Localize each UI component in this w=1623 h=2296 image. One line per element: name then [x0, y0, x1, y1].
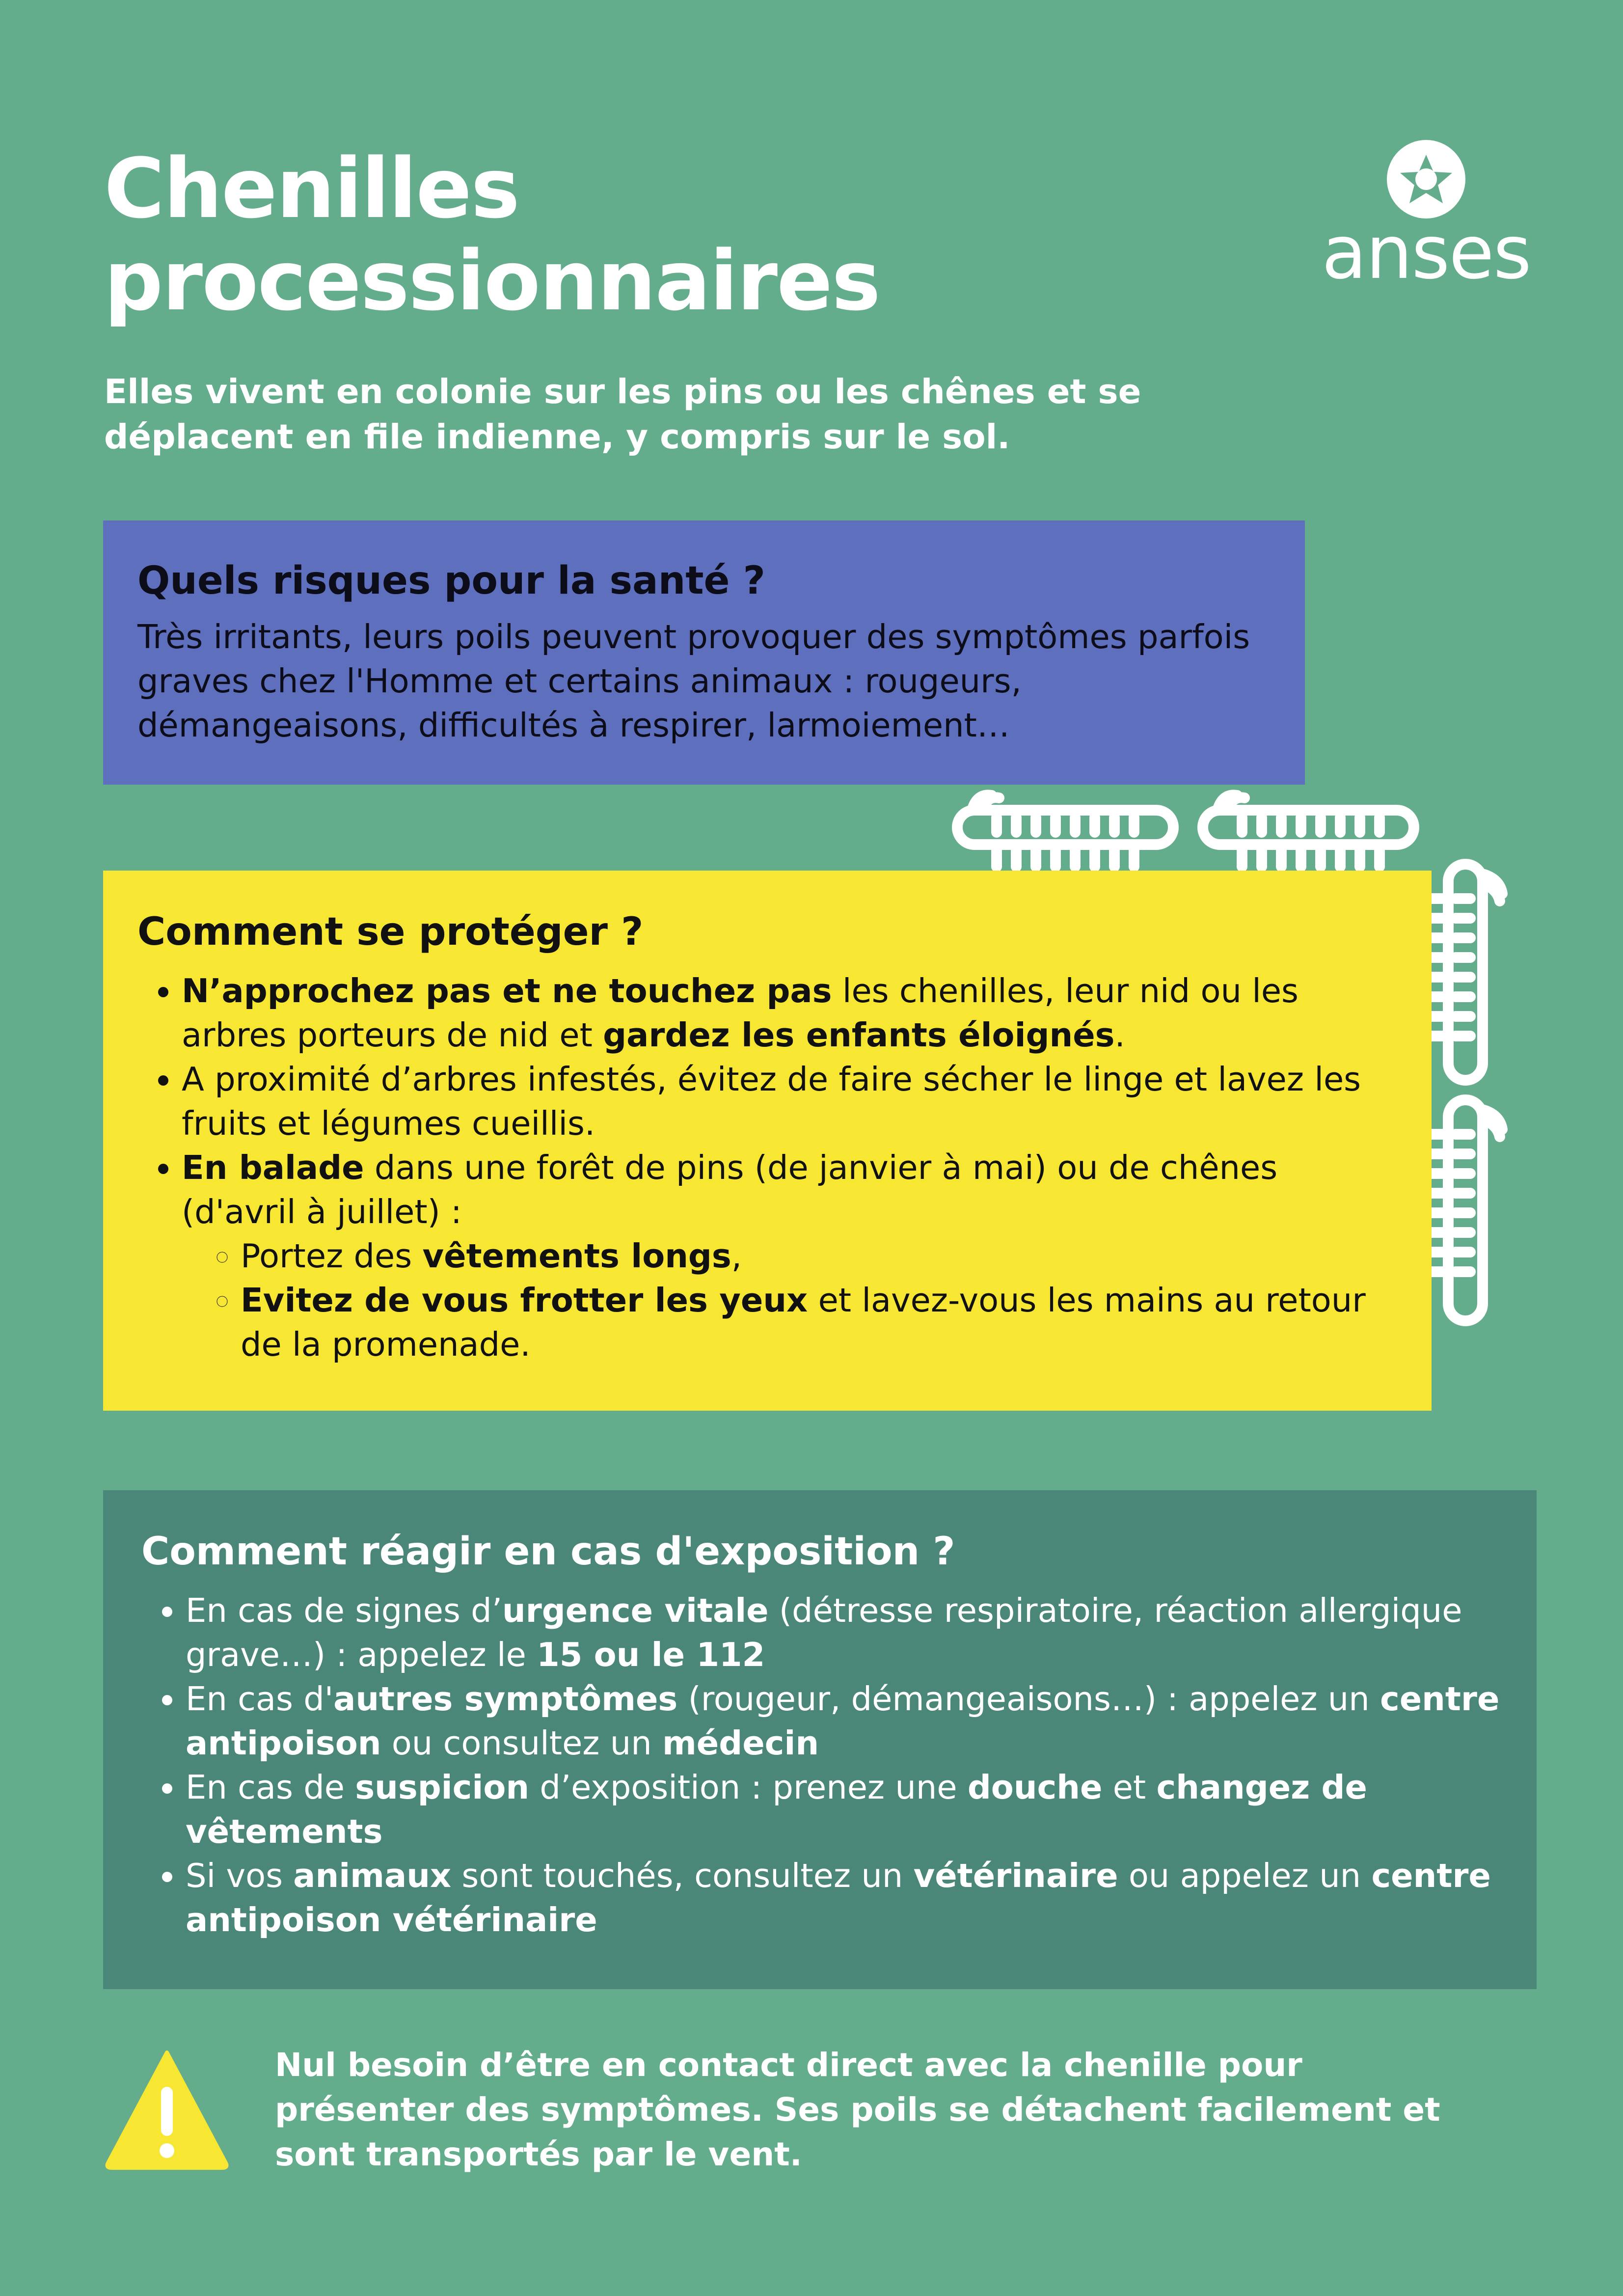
title-line-2: processionnaires: [104, 233, 880, 329]
text: A proximité d’arbres infestés, évitez de faire sécher le linge et lavez les fruits et légumes cueillis.: [182, 1060, 1361, 1143]
text: En cas de signes d’: [186, 1591, 503, 1630]
protection-heading: Comment se protéger ?: [137, 910, 644, 954]
anses-star-icon: [1321, 137, 1532, 221]
list-item: [182, 1057, 1397, 1146]
text: Portez des: [241, 1237, 423, 1275]
emphasis: centre antipoison vétérinaire: [186, 1857, 1491, 1939]
text: (rougeur, démangeaisons…) : appelez un: [677, 1680, 1380, 1718]
logo-text: anses: [1322, 210, 1531, 296]
text: ,: [731, 1237, 742, 1275]
subtitle: Elles vivent en colonie sur les pins ou les chênes et se déplacent en file indienne, y compris sur le sol.: [104, 372, 1141, 457]
anses-logo: [1321, 137, 1532, 295]
text: et: [1102, 1768, 1157, 1806]
emphasis: N’approchez pas et ne touchez pas: [182, 972, 832, 1010]
text: sont touchés, consultez un: [451, 1857, 914, 1895]
reaction-heading: Comment réagir en cas d'exposition ?: [141, 1530, 955, 1574]
text: et lavez-vous les mains au retour de la promenade.: [241, 1281, 1366, 1364]
text: En cas de: [186, 1768, 355, 1806]
emphasis: changez de vêtements: [186, 1768, 1367, 1851]
warning-text: Nul besoin d’être en contact direct avec la chenille pour présenter des symptômes. Ses poils se détachent facilement et sont transportés par le vent.: [275, 2046, 1440, 2173]
reaction-list: [141, 1588, 1502, 1942]
list-item: [241, 1234, 1397, 1278]
text: Si vos: [186, 1857, 294, 1895]
list-item: [186, 1588, 1502, 1677]
emphasis: centre antipoison: [186, 1680, 1500, 1762]
emphasis: autres symptômes: [333, 1680, 678, 1718]
reaction-section: [103, 1490, 1537, 1989]
emphasis: gardez les enfants éloignés: [603, 1016, 1115, 1054]
list-item: [186, 1765, 1502, 1854]
list-item: [186, 1677, 1502, 1765]
text: d’exposition : prenez une: [529, 1768, 968, 1806]
risk-section: [103, 520, 1305, 785]
text: .: [1114, 1016, 1125, 1054]
protection-section: [103, 871, 1432, 1411]
risk-body: Très irritants, leurs poils peuvent provoquer des symptômes parfois graves chez l'Homme et certains animaux : rougeurs, démangeaisons, difficultés à respirer, larmoiement…: [137, 618, 1250, 744]
text: ou consultez un: [381, 1724, 662, 1762]
emphasis: suspicion: [355, 1768, 530, 1806]
emphasis: En balade: [182, 1148, 364, 1187]
list-item: [182, 969, 1397, 1057]
emphasis: animaux: [293, 1857, 452, 1895]
text: dans une forêt de pins (de janvier à mai) ou de chênes (d'avril à juillet) :: [182, 1148, 1278, 1231]
emphasis: urgence vitale: [502, 1591, 769, 1630]
text: ou appelez un: [1118, 1857, 1372, 1895]
title-line-1: Chenilles: [104, 140, 519, 237]
protection-list: [137, 969, 1397, 1367]
emphasis: médecin: [662, 1724, 819, 1762]
emphasis: 15 ou le 112: [537, 1636, 765, 1674]
list-item: [186, 1854, 1502, 1942]
warning-icon: [103, 2048, 231, 2170]
risk-heading: Quels risques pour la santé ?: [137, 559, 765, 603]
page-title: [104, 142, 1037, 327]
emphasis: Evitez de vous frotter les yeux: [241, 1281, 808, 1319]
list-item: [182, 1146, 1397, 1367]
emphasis: vêtements longs: [422, 1237, 731, 1275]
emphasis: douche: [967, 1768, 1103, 1806]
text: (détresse respiratoire, réaction allergique grave…) : appelez le: [186, 1591, 1462, 1674]
emphasis: vétérinaire: [913, 1857, 1118, 1895]
text: les chenilles, leur nid ou les arbres porteurs de nid et: [182, 972, 1298, 1054]
text: En cas d': [186, 1680, 334, 1718]
list-item: [241, 1278, 1397, 1367]
protection-sublist: [182, 1234, 1397, 1367]
